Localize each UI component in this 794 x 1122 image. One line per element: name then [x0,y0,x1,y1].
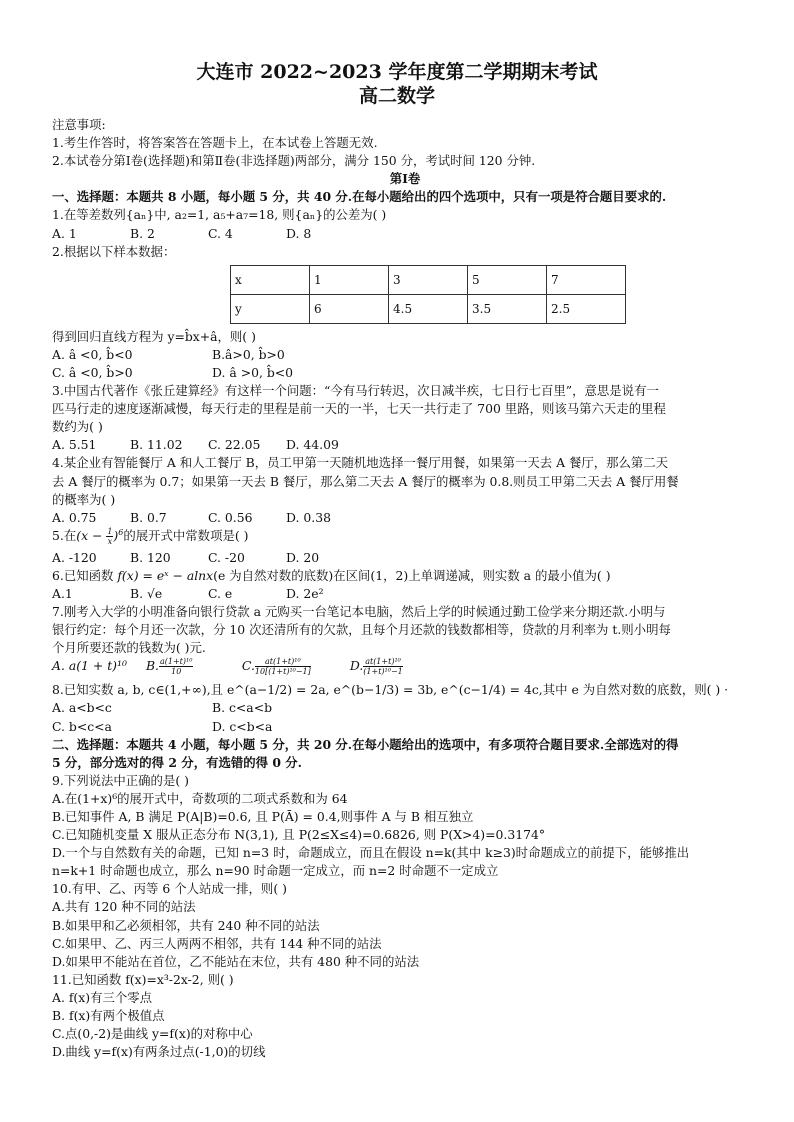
question-2-options-row-1 [52,346,758,364]
option-d: D. 2e² [286,585,324,601]
question-9-option-c: C.已知随机变量 X 服从正态分布 N(3,1), 且 P(2≤X≤4)=0.6826, 则 P(X>4)=0.3174° [52,827,546,843]
question-9-option-b: B.已知事件 A, B 满足 P(A|B)=0.6, 且 P(Ā) = 0.4,则事件 A 与 B 相互独立 [52,809,474,824]
option-a: A. a<b<c [52,700,112,716]
table-cell: 2.5 [547,294,626,323]
question-11-option-b: B. f(x)有两个极值点 [52,1008,165,1024]
exam-content [52,116,758,1061]
option-a: A. -120 [52,549,97,565]
option-b: B. 0.7 [130,509,167,525]
option-c: C. 4 [208,225,233,241]
option-b: B.â>0, b̂>0 [212,346,285,362]
table-cell: x [231,265,310,294]
question-11-option-d: D.曲线 y=f(x)有两条过点(-1,0)的切线 [52,1044,266,1060]
table-cell: 3.5 [468,294,547,323]
option-b: B. 2 [130,225,155,241]
option-a: A. 0.75 [52,509,97,525]
question-4-line-1: 4.某企业有智能餐厅 A 和人工餐厅 B，员工甲第一天随机地选择一餐厅用餐，如果第一天去 A 餐厅，那么第二天 [52,455,669,471]
notes-heading: 注意事项: [52,117,106,132]
table-cell: y [231,294,310,323]
table-cell: 4.5 [389,294,468,323]
question-4-line-3: 的概率为( ) [52,491,116,507]
table-row [231,265,626,294]
question-4-line-2: 去 A 餐厅的概率为 0.7；如果第一天去 B 餐厅，那么第二天去 A 餐厅的概率为 0.8.则员工甲第二天去 A 餐厅用餐 [52,473,679,489]
option-d: D. 20 [286,549,320,565]
option-b: B. $\frac{\text{a(1+t)¹⁰}}{10}$ [145,657,193,677]
option-d: D. $\frac{\text{at(1+t)¹⁰}}{\text{(1+t)¹⁰−1}}$ [349,657,403,677]
option-c: C. -20 [208,549,245,565]
section-2-heading-line-1: 二、选择题：本题共 4 小题，每小题 5 分，共 20 分.在每小题给出的选项中，有多项符合题目要求.全部选对的得 [52,736,679,752]
sample-data-table [230,265,626,324]
option-d: D. â >0, b̂<0 [212,364,294,380]
question-2-after: 得到回归直线方程为 y=b̂x+â，则( ) [52,328,256,344]
option-b: B. c<a<b [212,700,273,716]
question-7-line-1: 7.刚考入大学的小明准备向银行贷款 a 元购买一台笔记本电脑，然后上学的时候通过勤工俭学来分期还款.小明与 [52,604,666,620]
option-c: C. e [208,585,233,601]
table-cell: 7 [547,265,626,294]
table-row [231,294,626,323]
question-9-option-d-line-1: D.一个与自然数有关的命题，已知 n=3 时，命题成立，而且在假设 n=k(其中 k≥3)时命题成立的前提下，能够推出 [52,845,690,861]
option-a: A. 1 [52,225,77,241]
question-10-stem: 10.有甲、乙、丙等 6 个人站成一排，则( ) [52,881,287,897]
question-2-stem: 2.根据以下样本数据： [52,243,176,259]
section-1-heading: 一、选择题：本题共 8 小题，每小题 5 分，共 40 分.在每小题给出的四个选项中，只有一项是符合题目要求的. [52,189,667,205]
part-1-heading: 第Ⅰ卷 [389,171,421,187]
question-3-options [52,436,758,454]
option-d: D. c<b<a [212,718,273,734]
question-11-option-a: A. f(x)有三个零点 [52,989,153,1005]
question-1-options [52,225,758,243]
option-a: A. a(1 + t)¹⁰ [52,658,127,674]
note-1: 1.考生作答时，将答案答在答题卡上，在本试卷上答题无效. [52,135,378,151]
option-b: B. 11.02 [130,437,183,453]
question-7-options [52,657,758,681]
question-8-options-row-1 [52,699,758,717]
option-c: C. 22.05 [208,437,261,453]
question-11-stem: 11.已知函数 f(x)=x³-2x-2, 则( ) [52,971,234,987]
option-c: C. 0.56 [208,509,253,525]
question-3-line-3: 数约为( ) [52,419,103,435]
option-c: C. b<c<a [52,718,112,734]
exam-subtitle: 高二数学 [358,85,435,107]
option-c: C. $\frac{\text{at(1+t)¹⁰}}{\text{10[(1+t)¹⁰−1]}}$ [241,657,311,677]
question-7-line-3: 个月所要还款的钱数为( )元. [52,640,206,656]
option-b: B. √e [130,585,163,601]
option-d: D. 0.38 [286,509,331,525]
option-a: A. 5.51 [52,437,97,453]
question-10-option-d: D.如果甲不能站在首位，乙不能站在末位，共有 480 种不同的站法 [52,953,420,969]
binomial-expression: (x − $\frac{1}{x}$ )$^6$ [76,526,124,546]
question-3-line-2: 匹马行走的速度逐渐减慢，每天行走的里程是前一天的一半，七天一共行走了 700 里路，则该马第六天走的里程 [52,401,666,417]
option-d: D. 8 [286,225,312,241]
question-2-options-row-2 [52,364,758,382]
question-6-stem: 6.已知函数 f(x) = eˣ − alnx(e 为自然对数的底数)在区间(1，2)上单调递减，则实数 a 的最小值为( ) [52,567,611,583]
table-cell: 5 [468,265,547,294]
section-2-heading-line-2: 5 分，部分选对的得 2 分，有选错的得 0 分. [52,754,302,770]
question-8-stem: 8.已知实数 a, b, c∈(1,+∞),且 e^(a−1/2) = 2a, e^(b−1/3) = 3b, e^(c−1/4) = 4c,其中 e 为自然对数的底数，则( ) · [52,682,729,698]
question-8-options-row-2 [52,718,758,736]
note-2: 2.本试卷分第Ⅰ卷(选择题)和第Ⅱ卷(非选择题)两部分，满分 150 分，考试时间 120 分钟. [52,153,536,169]
question-10-option-b: B.如果甲和乙必须相邻，共有 240 种不同的站法 [52,917,320,933]
question-5-options [52,549,758,567]
question-4-options [52,509,758,527]
function-expression: f(x) = eˣ − alnx [117,567,214,583]
question-9-stem: 9.下列说法中正确的是( ) [52,772,189,788]
question-1-stem: 1.在等差数列{aₙ}中, a₂=1, a₅+a₇=18, 则{aₙ}的公差为( ) [52,207,387,223]
option-d: D. 44.09 [286,437,339,453]
option-b: B. 120 [130,549,171,565]
option-c: C. â <0, b̂>0 [52,364,133,380]
question-10-option-a: A.共有 120 种不同的站法 [52,899,196,915]
table-cell: 6 [310,294,389,323]
question-5-stem: 5.在(x − $\frac{1}{x}$ )$^6$的展开式中常数项是( ) [52,526,249,546]
table-cell: 1 [310,265,389,294]
question-7-line-2: 银行约定：每个月还一次款，分 10 次还清所有的欠款，且每个月还款的钱数都相等，贷款的月利率为 t.则小明每 [52,622,671,638]
option-a: A.1 [52,585,73,601]
question-3-line-1: 3.中国古代著作《张丘建算经》有这样一个问题：“今有马行转迟，次日减半疾，七日行七百里”，意思是说有一 [52,383,659,399]
table-cell: 3 [389,265,468,294]
question-9-option-d-line-2: n=k+1 时命题也成立，那么 n=90 时命题一定成立，而 n=2 时命题不一定成立 [52,863,499,879]
question-9-option-a: A.在(1+x)⁶的展开式中，奇数项的二项式系数和为 64 [52,790,348,806]
exam-title: 大连市 2022~2023 学年度第二学期期末考试 [196,61,598,83]
question-10-option-c: C.如果甲、乙、丙三人两两不相邻，共有 144 种不同的站法 [52,935,382,951]
option-a: A. â <0, b̂<0 [52,346,133,362]
question-11-option-c: C.点(0,-2)是曲线 y=f(x)的对称中心 [52,1026,253,1042]
question-6-options [52,585,758,603]
